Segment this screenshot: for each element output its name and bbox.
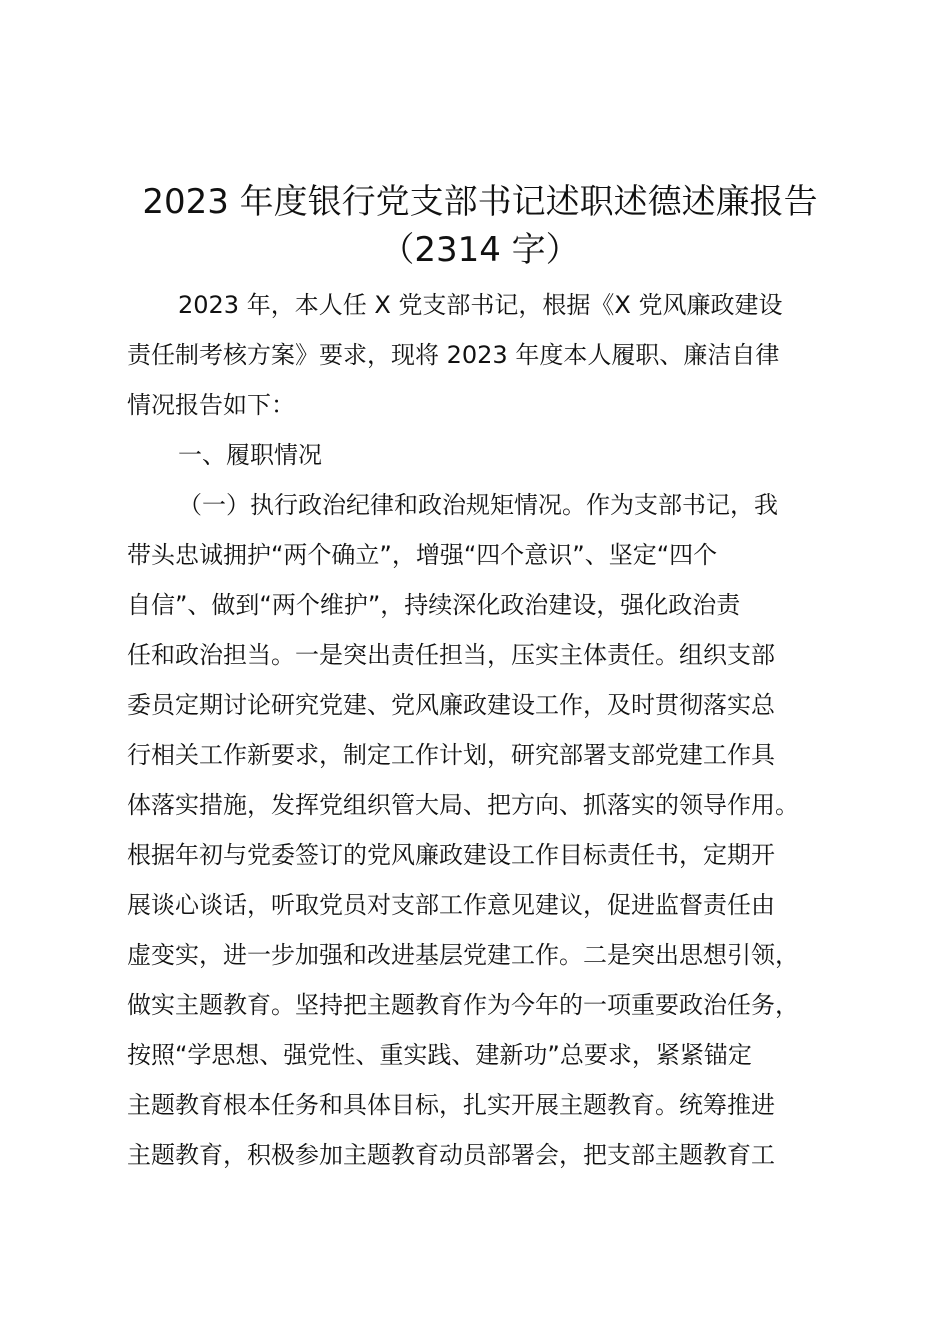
document-title: [100, 178, 860, 274]
paragraph-line: 根据年初与党委签订的党风廉政建设工作目标责任书，定期开: [127, 841, 775, 869]
paragraph-line: 做实主题教育。坚持把主题教育作为今年的一项重要政治任务，: [127, 991, 799, 1019]
paragraph-line: （一）执行政治纪律和政治规矩情况。作为支部书记，我: [178, 491, 778, 519]
paragraph-line: 责任制考核方案》要求，现将 2023 年度本人履职、廉洁自律: [127, 341, 780, 369]
paragraph-line: 委员定期讨论研究党建、党风廉政建设工作，及时贯彻落实总: [127, 691, 775, 719]
paragraph-line: 自信”、做到“两个维护”，持续深化政治建设，强化政治责: [127, 591, 741, 619]
paragraph-line: 展谈心谈话，听取党员对支部工作意见建议，促进监督责任由: [127, 891, 775, 919]
paragraph-line: 2023 年，本人任 X 党支部书记，根据《X 党风廉政建设: [178, 291, 783, 319]
paragraph-line: 主题教育根本任务和具体目标，扎实开展主题教育。统筹推进: [127, 1091, 775, 1119]
paragraph-line: 按照“学思想、强党性、重实践、建新功”总要求，紧紧锚定: [127, 1041, 752, 1069]
section-heading: 一、履职情况: [178, 441, 322, 469]
paragraph-line: 带头忠诚拥护“两个确立”，增强“四个意识”、坚定“四个: [127, 541, 718, 569]
title-line-1: 2023 年度银行党支部书记述职述德述廉报告: [142, 182, 818, 222]
paragraph-line: 情况报告如下：: [127, 391, 295, 419]
paragraph-line: 虚变实，进一步加强和改进基层党建工作。二是突出思想引领，: [127, 941, 799, 969]
paragraph-line: 行相关工作新要求，制定工作计划，研究部署支部党建工作具: [127, 741, 775, 769]
paragraph-line: 体落实措施，发挥党组织管大局、把方向、抓落实的领导作用。: [127, 791, 799, 819]
paragraph-line: 任和政治担当。一是突出责任担当，压实主体责任。组织支部: [127, 641, 775, 669]
document-body: [127, 280, 842, 1180]
title-line-2: （2314 字）: [380, 230, 580, 270]
paragraph-line: 主题教育，积极参加主题教育动员部署会，把支部主题教育工: [127, 1141, 775, 1169]
